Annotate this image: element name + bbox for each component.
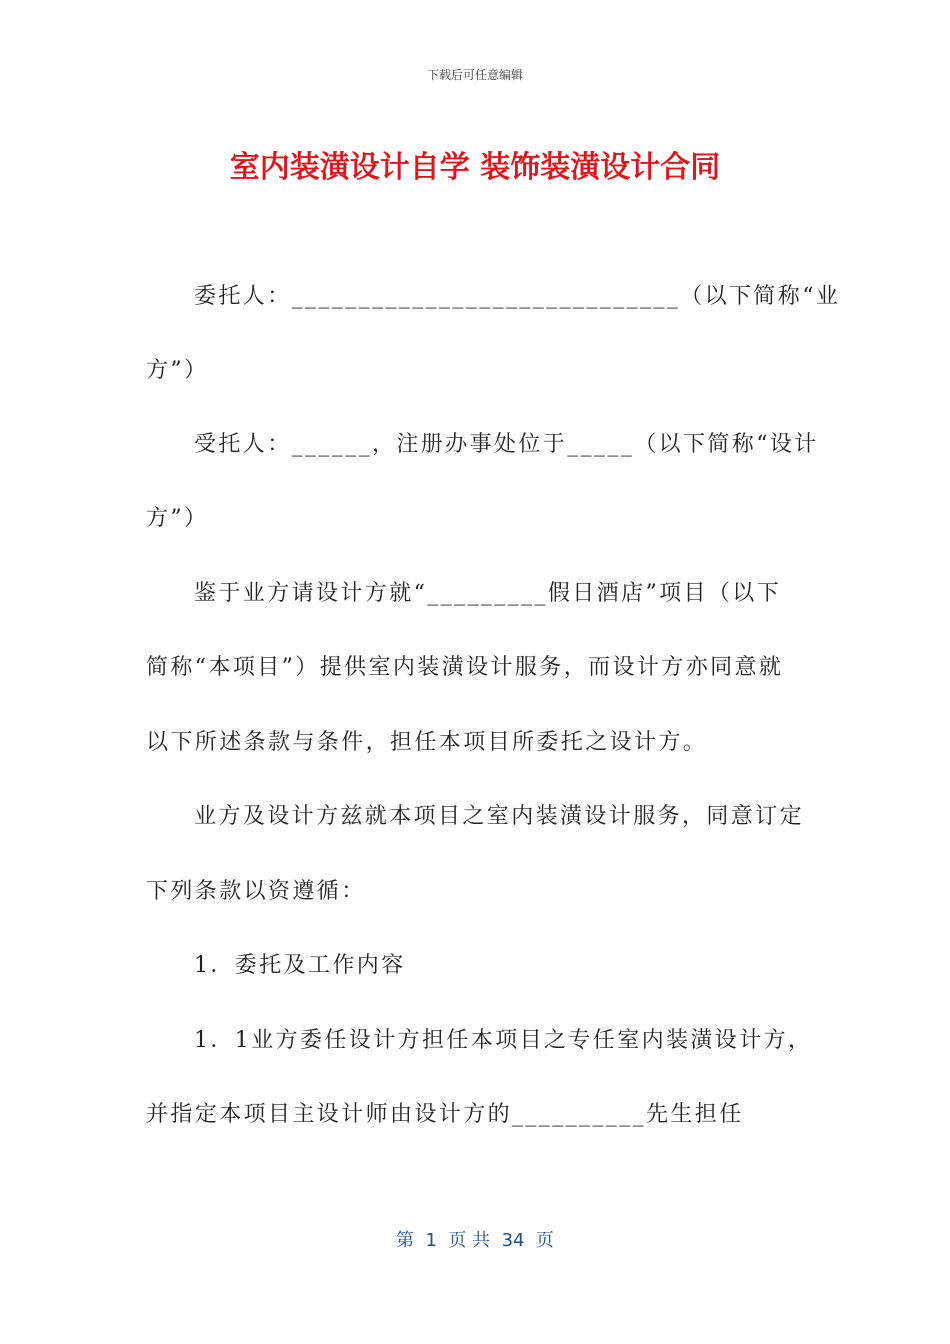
paragraph-line: 受托人：______，注册办事处位于_____（以下简称“设计: [194, 432, 819, 457]
paragraph-line: 下列条款以资遵循：: [146, 879, 366, 904]
page-header-note: 下载后可任意编辑: [426, 68, 523, 82]
page-footer-number: 第 1 页 共 34 页: [396, 1230, 554, 1251]
paragraph-line: 鉴于业方请设计方就“_________假日酒店”项目（以下: [194, 581, 782, 606]
paragraph-line: 以下所述条款与条件，担任本项目所委托之设计方。: [146, 730, 708, 755]
document-title: 室内装潢设计自学 装饰装潢设计合同: [229, 150, 721, 185]
paragraph-line: 方”）: [146, 506, 209, 531]
paragraph-line: 委托人：_____________________________（以下简称“业: [194, 284, 841, 309]
paragraph-line: 方”）: [146, 358, 209, 383]
paragraph-line: 并指定本项目主设计师由设计方的__________先生担任: [146, 1102, 744, 1127]
paragraph-line: 简称“本项目”）提供室内装潢设计服务，而设计方亦同意就: [146, 655, 784, 680]
section-heading: 1．委托及工作内容: [194, 953, 406, 978]
paragraph-line: 1．1业方委任设计方担任本项目之专任室内装潢设计方，: [194, 1028, 813, 1053]
paragraph-line: 业方及设计方兹就本项目之室内装潢设计服务，同意订定: [194, 804, 805, 829]
